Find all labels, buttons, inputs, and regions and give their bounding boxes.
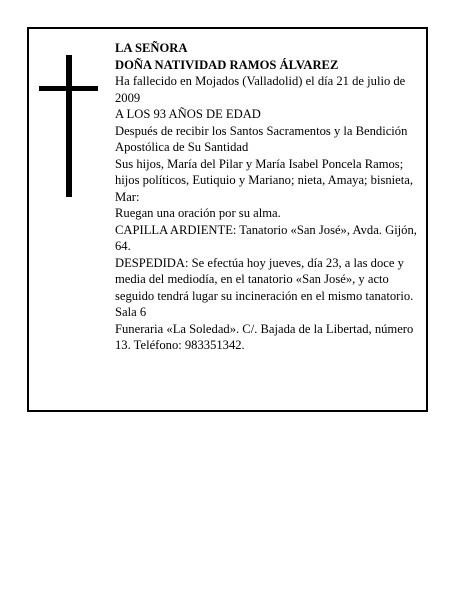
notice-title: LA SEÑORA <box>115 41 188 55</box>
age-statement: A LOS 93 AÑOS DE EDAD <box>115 107 261 121</box>
family-list: Sus hijos, María del Pilar y María Isabel Poncela Ramos; hijos políticos, Eutiquio y Mariano; nieta, Amaya; bisnieta, Mar: <box>115 156 414 204</box>
cross-vertical-bar <box>66 55 72 197</box>
obituary-notice <box>27 27 428 412</box>
cross-horizontal-bar <box>39 86 98 91</box>
prayer-request: Ruegan una oración por su alma. <box>115 206 281 220</box>
deceased-name: DOÑA NATIVIDAD RAMOS ÁLVAREZ <box>115 57 339 72</box>
funeral-home-info: Funeraria «La Soledad». C/. Bajada de la Libertad, número 13. Teléfono: 983351342. <box>115 321 414 352</box>
cross-icon <box>39 55 98 197</box>
death-statement: Ha fallecido en Mojados (Valladolid) el día 21 de julio de 2009 <box>115 74 406 105</box>
sacraments-statement: Después de recibir los Santos Sacramentos y la Bendición Apostólica de Su Santidad <box>115 123 408 154</box>
notice-body <box>115 40 420 354</box>
farewell-info: DESPEDIDA: Se efectúa hoy jueves, día 23, a las doce y media del mediodía, en el tanatorio «San José», y acto seguido tendrá lugar su incineración en el mismo tanatorio. Sala 6 <box>115 255 414 319</box>
chapel-info: CAPILLA ARDIENTE: Tanatorio «San José», Avda. Gijón, 64. <box>115 222 417 253</box>
